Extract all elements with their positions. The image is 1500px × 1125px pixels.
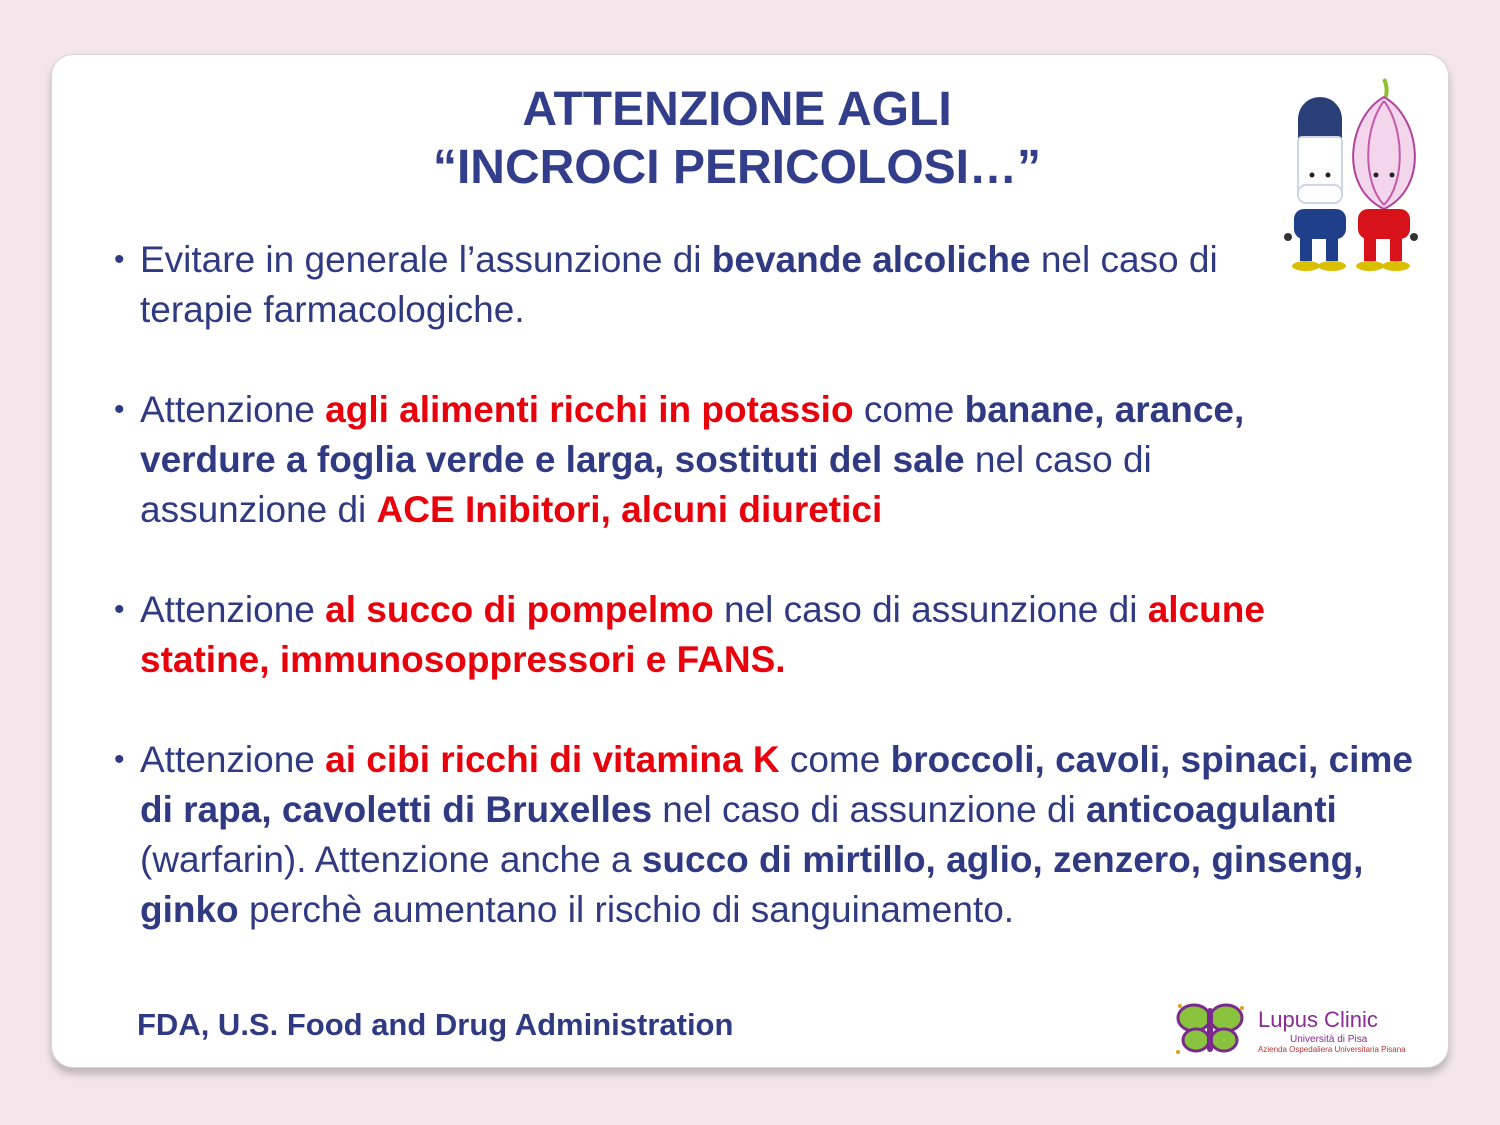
bullet-potassium bbox=[112, 385, 1340, 535]
text-segment-red: ACE Inibitori, alcuni diuretici bbox=[376, 489, 883, 530]
text-segment-bold: anticoagulanti bbox=[1086, 789, 1337, 830]
bullet-vitamin-k bbox=[112, 735, 1430, 935]
text-segment-bold: bevande alcoliche bbox=[711, 239, 1031, 280]
text-segment-red: alcune statine, immunosoppressori e FANS. bbox=[140, 589, 1265, 680]
title-line-1: ATTENZIONE AGLI bbox=[522, 83, 952, 136]
text-segment: nel caso di assunzione di bbox=[140, 439, 1152, 530]
text-segment: nel caso di assunzione di bbox=[713, 589, 1148, 630]
text-segment: come bbox=[779, 739, 891, 780]
onion-character-icon bbox=[1353, 79, 1418, 271]
text-segment: nel caso di assunzione di bbox=[652, 789, 1087, 830]
text-segment: Attenzione bbox=[140, 389, 326, 430]
text-segment-red: ai cibi ricchi di vitamina K bbox=[325, 739, 780, 780]
slide bbox=[51, 54, 1449, 1068]
pill-and-onion-mascot-icon bbox=[1280, 77, 1420, 277]
text-segment-red: agli alimenti ricchi in potassio bbox=[325, 389, 854, 430]
bullet-marker: • bbox=[114, 393, 125, 426]
pill-character-icon bbox=[1284, 97, 1346, 271]
logo-university: Università di Pisa bbox=[1290, 1034, 1368, 1045]
source-citation: FDA, U.S. Food and Drug Administration bbox=[137, 1007, 734, 1042]
text-segment: perchè aumentano il rischio di sanguinamento. bbox=[238, 889, 1015, 930]
bullet-marker: • bbox=[114, 743, 125, 776]
logo-name: Lupus Clinic bbox=[1258, 1007, 1378, 1032]
slide-title bbox=[52, 81, 1422, 197]
text-segment-red: al succo di pompelmo bbox=[325, 589, 714, 630]
bullet-marker: • bbox=[114, 243, 125, 276]
text-segment-bold: broccoli, cavoli, spinaci, cime di rapa, cavoletti di Bruxelles bbox=[140, 739, 1413, 830]
text-segment: Attenzione bbox=[140, 739, 326, 780]
text-segment: Attenzione bbox=[140, 589, 326, 630]
logo-hospital: Azienda Ospedaliera Universitaria Pisana bbox=[1258, 1045, 1406, 1054]
text-segment: Evitare in generale l’assunzione di bbox=[140, 239, 712, 280]
text-segment: come bbox=[853, 389, 965, 430]
text-segment-bold: banane, arance, verdure a foglia verde e larga, sostituti del sale bbox=[140, 389, 1245, 480]
text-segment: (warfarin). Attenzione anche a bbox=[140, 839, 642, 880]
text-segment: nel caso di terapie farmacologiche. bbox=[140, 239, 1218, 330]
bullet-marker: • bbox=[114, 593, 125, 626]
bullet-grapefruit bbox=[112, 585, 1330, 685]
title-line-2: “INCROCI PERICOLOSI…” bbox=[432, 141, 1042, 194]
text-segment-bold: succo di mirtillo, aglio, zenzero, ginseng, ginko bbox=[140, 839, 1364, 930]
bullet-alcohol bbox=[112, 235, 1240, 335]
